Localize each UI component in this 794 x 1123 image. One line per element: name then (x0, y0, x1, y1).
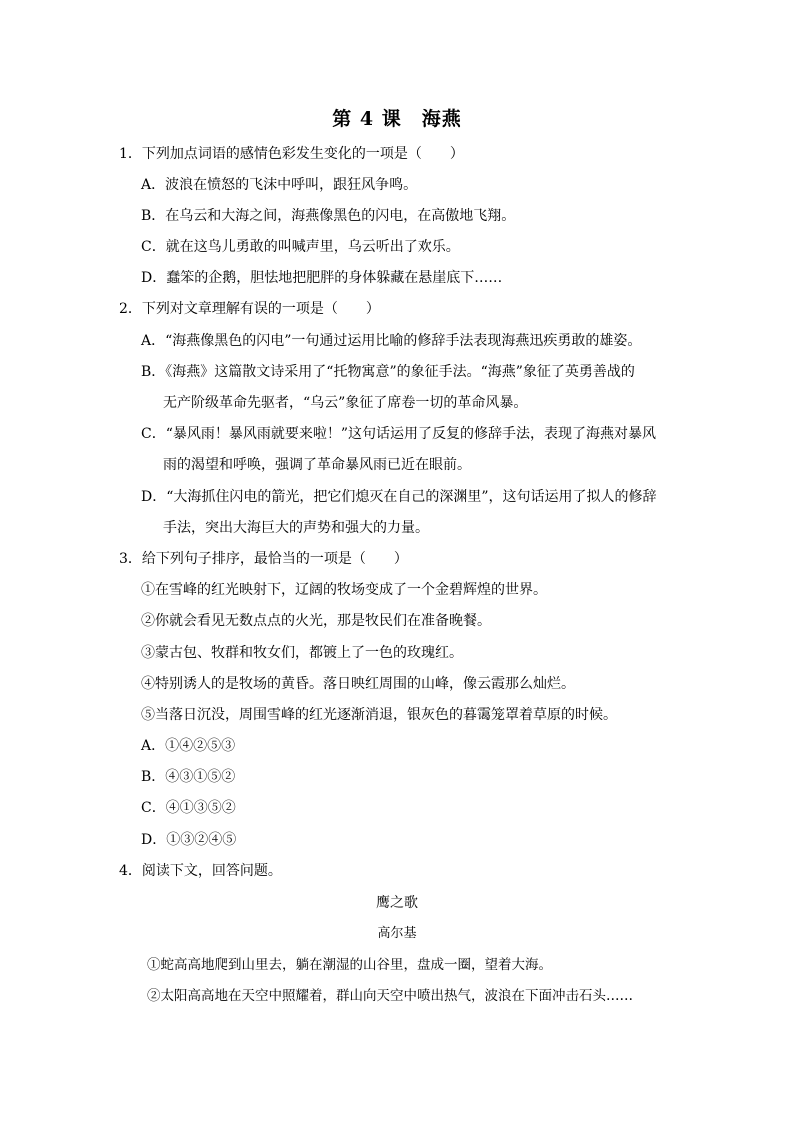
passage-author: 高尔基 (377, 926, 417, 941)
question-3-sentence-3: ③蒙古包、牧群和牧女们，都镀上了一色的玫瑰红。 (141, 645, 463, 661)
question-3-option-b: B．④③①⑤② (141, 769, 236, 785)
passage-title: 鹰之歌 (376, 895, 418, 911)
question-1-option-a: A．波浪在愤怒的飞沫中呼叫，跟狂风争鸣。 (141, 177, 418, 193)
question-2-option-a: A．“海燕像黑色的闪电”一句通过运用比喻的修辞手法表现海燕迅疾勇敢的雄姿。 (141, 333, 642, 349)
question-3-sentence-2: ②你就会看见无数点点的火光，那是牧民们在准备晚餐。 (141, 613, 491, 629)
question-1-option-b: B．在乌云和大海之间，海燕像黑色的闪电，在高傲地飞翔。 (141, 208, 516, 224)
question-1-option-c: C．就在这鸟儿勇敢的叫喊声里，乌云听出了欢乐。 (141, 239, 460, 255)
passage-paragraph-1: ①蛇高高地爬到山里去，躺在潮湿的山谷里，盘成一圈，望着大海。 (147, 957, 552, 973)
question-2-option-c-line-1: C．“暴风雨！暴风雨就要来啦！”这句话运用了反复的修辞手法，表现了海燕对暴风 (141, 426, 657, 442)
question-3-option-a: A．①④②⑤③ (141, 738, 236, 754)
lesson-title: 第 4 课 海燕 (332, 108, 462, 130)
question-2-option-c-line-2: 雨的渴望和呼唤，强调了革命暴风雨已近在眼前。 (163, 457, 471, 473)
question-3-sentence-4: ④特别诱人的是牧场的黄昏。落日映红周围的山峰，像云霞那么灿烂。 (141, 676, 575, 692)
question-4-stem: 4．阅读下文，回答问题。 (119, 863, 282, 879)
question-2-option-b-line-2: 无产阶级革命先驱者，“乌云”象征了席卷一切的革命风暴。 (163, 395, 528, 411)
question-3-sentence-5: ⑤当落日沉没，周围雪峰的红光逐渐消退，银灰色的暮霭笼罩着草原的时候。 (141, 707, 617, 723)
question-3-sentence-1: ①在雪峰的红光映射下，辽阔的牧场变成了一个金碧辉煌的世界。 (141, 582, 547, 598)
question-2-stem: 2．下列对文章理解有误的一项是（ ） (119, 301, 380, 317)
passage-paragraph-2: ②太阳高高地在天空中照耀着，群山向天空中喷出热气，波浪在下面冲击石头…… (147, 988, 633, 1004)
question-2-option-d-line-2: 手法，突出大海巨大的声势和强大的力量。 (163, 520, 429, 536)
question-3-stem: 3．给下列句子排序，最恰当的一项是（ ） (119, 551, 408, 567)
question-1-stem: 1．下列加点词语的感情色彩发生变化的一项是（ ） (119, 146, 464, 162)
question-2-option-b-line-1: B．《海燕》这篇散文诗采用了“托物寓意”的象征手法。“海燕”象征了英勇善战的 (141, 364, 635, 380)
question-1-option-d: D．蠢笨的企鹅，胆怯地把肥胖的身体躲藏在悬崖底下…… (141, 270, 503, 286)
question-2-option-d-line-1: D．“大海抓住闪电的箭光，把它们熄灭在自己的深渊里”，这句话运用了拟人的修辞 (141, 489, 657, 505)
question-3-option-d: D．①③②④⑤ (141, 832, 237, 848)
question-3-option-c: C．④①③⑤② (141, 800, 236, 816)
